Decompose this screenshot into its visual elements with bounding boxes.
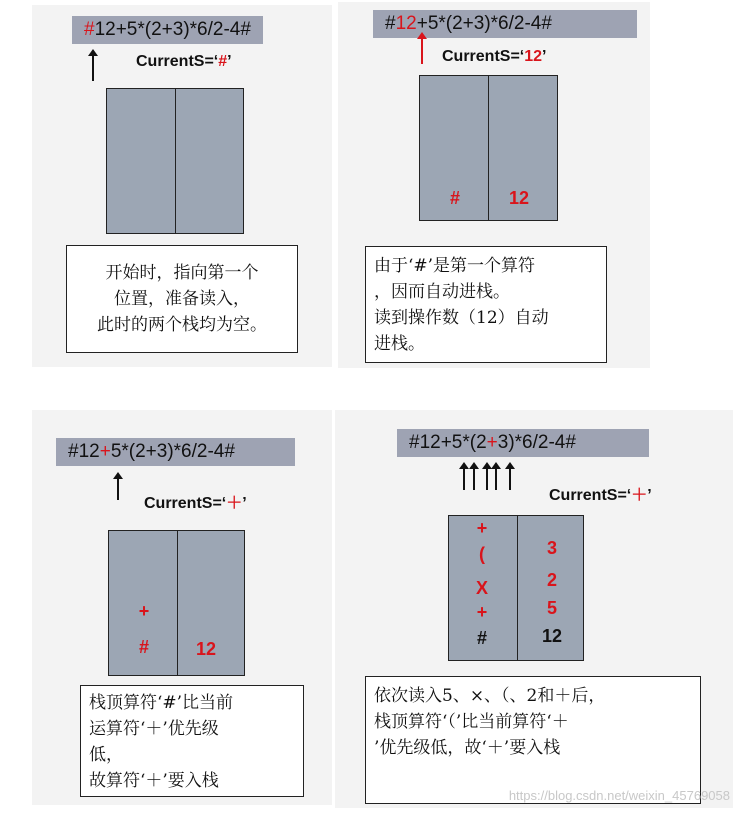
pointer-arrow-icon — [509, 468, 511, 490]
operand-stack-item: 2 — [546, 570, 557, 590]
stack-divider — [488, 76, 489, 220]
current-symbol: CurrentS=‘#’ — [136, 53, 232, 70]
stack-divider — [175, 89, 176, 233]
operand-stack-item: 5 — [546, 598, 557, 618]
expression-bar — [56, 438, 295, 466]
expression-bar — [397, 429, 649, 457]
pointer-arrow-icon — [463, 468, 465, 490]
expr-current: + — [486, 432, 498, 453]
stacks — [448, 515, 584, 661]
operand-stack-item: 12 — [541, 626, 563, 646]
operator-stack-item: # — [138, 637, 149, 657]
explanation-note: 栈顶算符‘#’比当前 运算符‘＋’优先级 低， 故算符‘＋’要入栈 — [80, 685, 304, 797]
operator-stack-item: # — [449, 188, 460, 208]
stacks — [108, 530, 245, 676]
current-symbol: CurrentS=‘＋’ — [549, 487, 652, 504]
expression-bar — [72, 16, 263, 44]
step-panel-2 — [338, 2, 650, 368]
pointer-arrow-icon — [117, 478, 119, 500]
explanation-note: 开始时，指向第一个 位置，准备读入， 此时的两个栈均为空。 — [66, 245, 298, 353]
operator-stack-item: ( — [479, 544, 485, 564]
expression-bar — [373, 10, 637, 38]
expr-current: + — [99, 441, 111, 462]
pointer-arrow-icon — [473, 468, 475, 490]
stack-divider — [177, 531, 178, 675]
stacks — [106, 88, 244, 234]
explanation-note: 由于‘#’是第一个算符 ，因而自动进栈。 读到操作数（12）自动 进栈。 — [365, 246, 607, 363]
current-symbol: CurrentS=‘＋’ — [144, 495, 247, 512]
explanation-note: 依次读入5、×、（、2和＋后， 栈顶算符‘（’比当前算符‘＋ ’优先级低，故‘＋’要入栈 — [365, 676, 701, 804]
current-value: ＋ — [226, 495, 243, 512]
pointer-arrow-icon — [486, 468, 488, 490]
operator-stack-item: + — [476, 518, 488, 538]
pointer-arrow-icon — [92, 55, 94, 81]
expr-current: 12 — [395, 13, 417, 34]
step-panel-1 — [32, 5, 332, 367]
operand-stack-item: 12 — [508, 188, 530, 208]
expr-pre: #12+5*(2 — [409, 432, 487, 453]
step-panel-3 — [32, 410, 332, 805]
current-value: ＋ — [631, 487, 648, 504]
operator-stack-item: X — [475, 578, 488, 598]
expr-pre: # — [385, 13, 396, 34]
current-value: # — [218, 53, 228, 70]
operator-stack-item: # — [476, 628, 487, 648]
operator-stack-item: + — [138, 601, 150, 621]
stack-divider — [517, 516, 518, 660]
pointer-arrow-icon — [495, 468, 497, 490]
expr-current: # — [84, 19, 95, 40]
watermark: https://blog.csdn.net/weixin_45769058 — [508, 788, 730, 803]
operator-stack-item: + — [476, 602, 488, 622]
expr-post: 12+5*(2+3)*6/2-4# — [94, 19, 251, 40]
current-symbol: CurrentS=‘12’ — [442, 48, 547, 65]
step-panel-4 — [335, 410, 733, 808]
current-value: 12 — [524, 48, 543, 65]
stacks — [419, 75, 558, 221]
operand-stack-item: 12 — [195, 639, 217, 659]
expr-pre: #12 — [68, 441, 100, 462]
operand-stack-item: 3 — [546, 538, 557, 558]
pointer-arrow-icon — [421, 38, 423, 64]
expr-post: +5*(2+3)*6/2-4# — [416, 13, 552, 34]
expr-post: 5*(2+3)*6/2-4# — [110, 441, 235, 462]
expr-post: 3)*6/2-4# — [497, 432, 576, 453]
